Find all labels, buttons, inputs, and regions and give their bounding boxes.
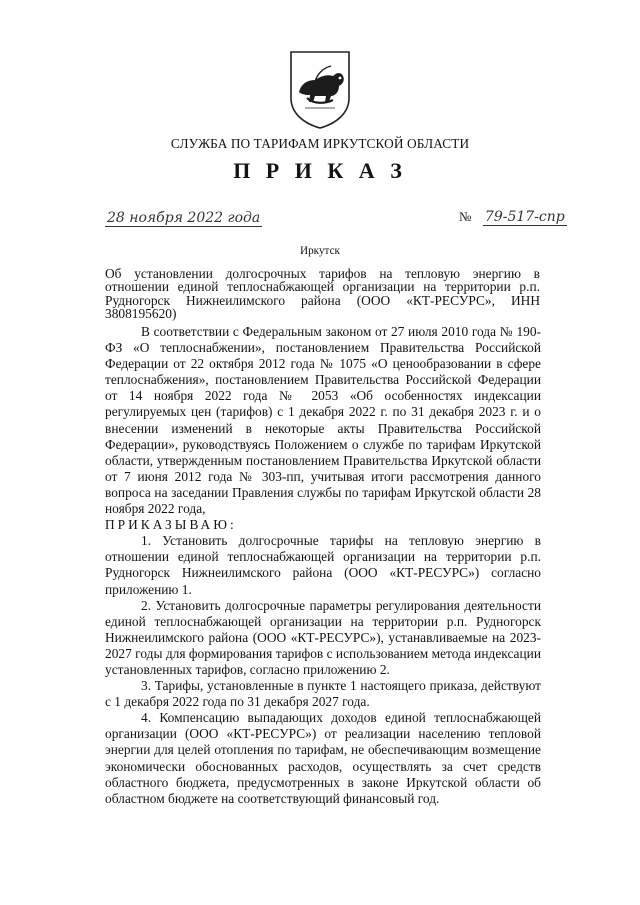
city-name: Иркутск xyxy=(300,245,340,257)
order-number xyxy=(459,209,567,226)
order-item-4: 4. Компенсацию выпадающих доходов единой теплоснабжающей организации (ООО «КТ-РЕСУРС») от реализации населению тепловой энергии для целей отопления по тарифам, не обеспечивающим возмещение экономически обоснованных расходов, осуществлять за счет средств областного бюджета, предусмотренных в законе Иркутской области об областном бюджете на соответствующий финансовый год. xyxy=(105,710,541,806)
order-date-value: 28 ноября 2022 года xyxy=(107,210,261,226)
order-subject: Об установлении долгосрочных тарифов на тепловую энергию в отношении единой теплоснабжающей организации на территории р.п. Рудногорск Нижнеилимского района (ООО «КТ-РЕСУРС», ИНН 3808195620) xyxy=(105,266,540,322)
irkutsk-coat-of-arms-icon xyxy=(285,48,355,130)
preamble-paragraph: В соответствии с Федеральным законом от 27 июля 2010 года № 190-ФЗ «О теплоснабжении», постановлением Правительства Российской Федерации от 22 октября 2012 года № 1075 «О ценообразовании в сфере теплоснабжения», постановлением Правительства Российской Федерации от 14 ноября 2022 года № 2053 «Об особенностях индексации регулируемых цен (тарифов) с 1 декабря 2022 г. по 31 декабря 2023 г. и о внесении изменений в некоторые акты Правительства Российской Федерации», руководствуясь Положением о службе по тарифам Иркутской области, утвержденным постановлением Правительства Иркутской области от 7 июня 2012 года № 303-пп, учитывая итоги рассмотрения данного вопроса на заседании Правления службы по тарифам Иркутской области 28 ноября 2022 года, xyxy=(105,324,541,517)
number-sign: № xyxy=(459,209,472,224)
decree-heading: ПРИКАЗЫВАЮ: xyxy=(105,517,237,533)
order-date xyxy=(105,210,262,227)
order-body xyxy=(105,324,541,807)
order-item-1: 1. Установить долгосрочные тарифы на тепловую энергию в отношении единой теплоснабжающей организации на территории р.п. Рудногорск Нижнеилимского района (ООО «КТ-РЕСУРС») согласно приложению 1. xyxy=(105,533,541,597)
order-item-3: 3. Тарифы, установленные в пункте 1 настоящего приказа, действуют с 1 декабря 2022 года по 31 декабря 2027 года. xyxy=(105,678,541,710)
order-item-2: 2. Установить долгосрочные параметры регулирования деятельности единой теплоснабжающей организации на территории р.п. Рудногорск Нижнеилимского района (ООО «КТ-РЕСУРС»), устанавливаемые на 2023-2027 годы для формирования тарифов с использованием метода индексации установленных тарифов, согласно приложению 2. xyxy=(105,597,541,677)
document-type-title: П Р И К А З xyxy=(233,158,407,183)
agency-name: СЛУЖБА ПО ТАРИФАМ ИРКУТСКОЙ ОБЛАСТИ xyxy=(170,136,470,151)
order-number-value: 79-517-спр xyxy=(484,209,565,225)
coat-of-arms-emblem xyxy=(285,48,355,130)
